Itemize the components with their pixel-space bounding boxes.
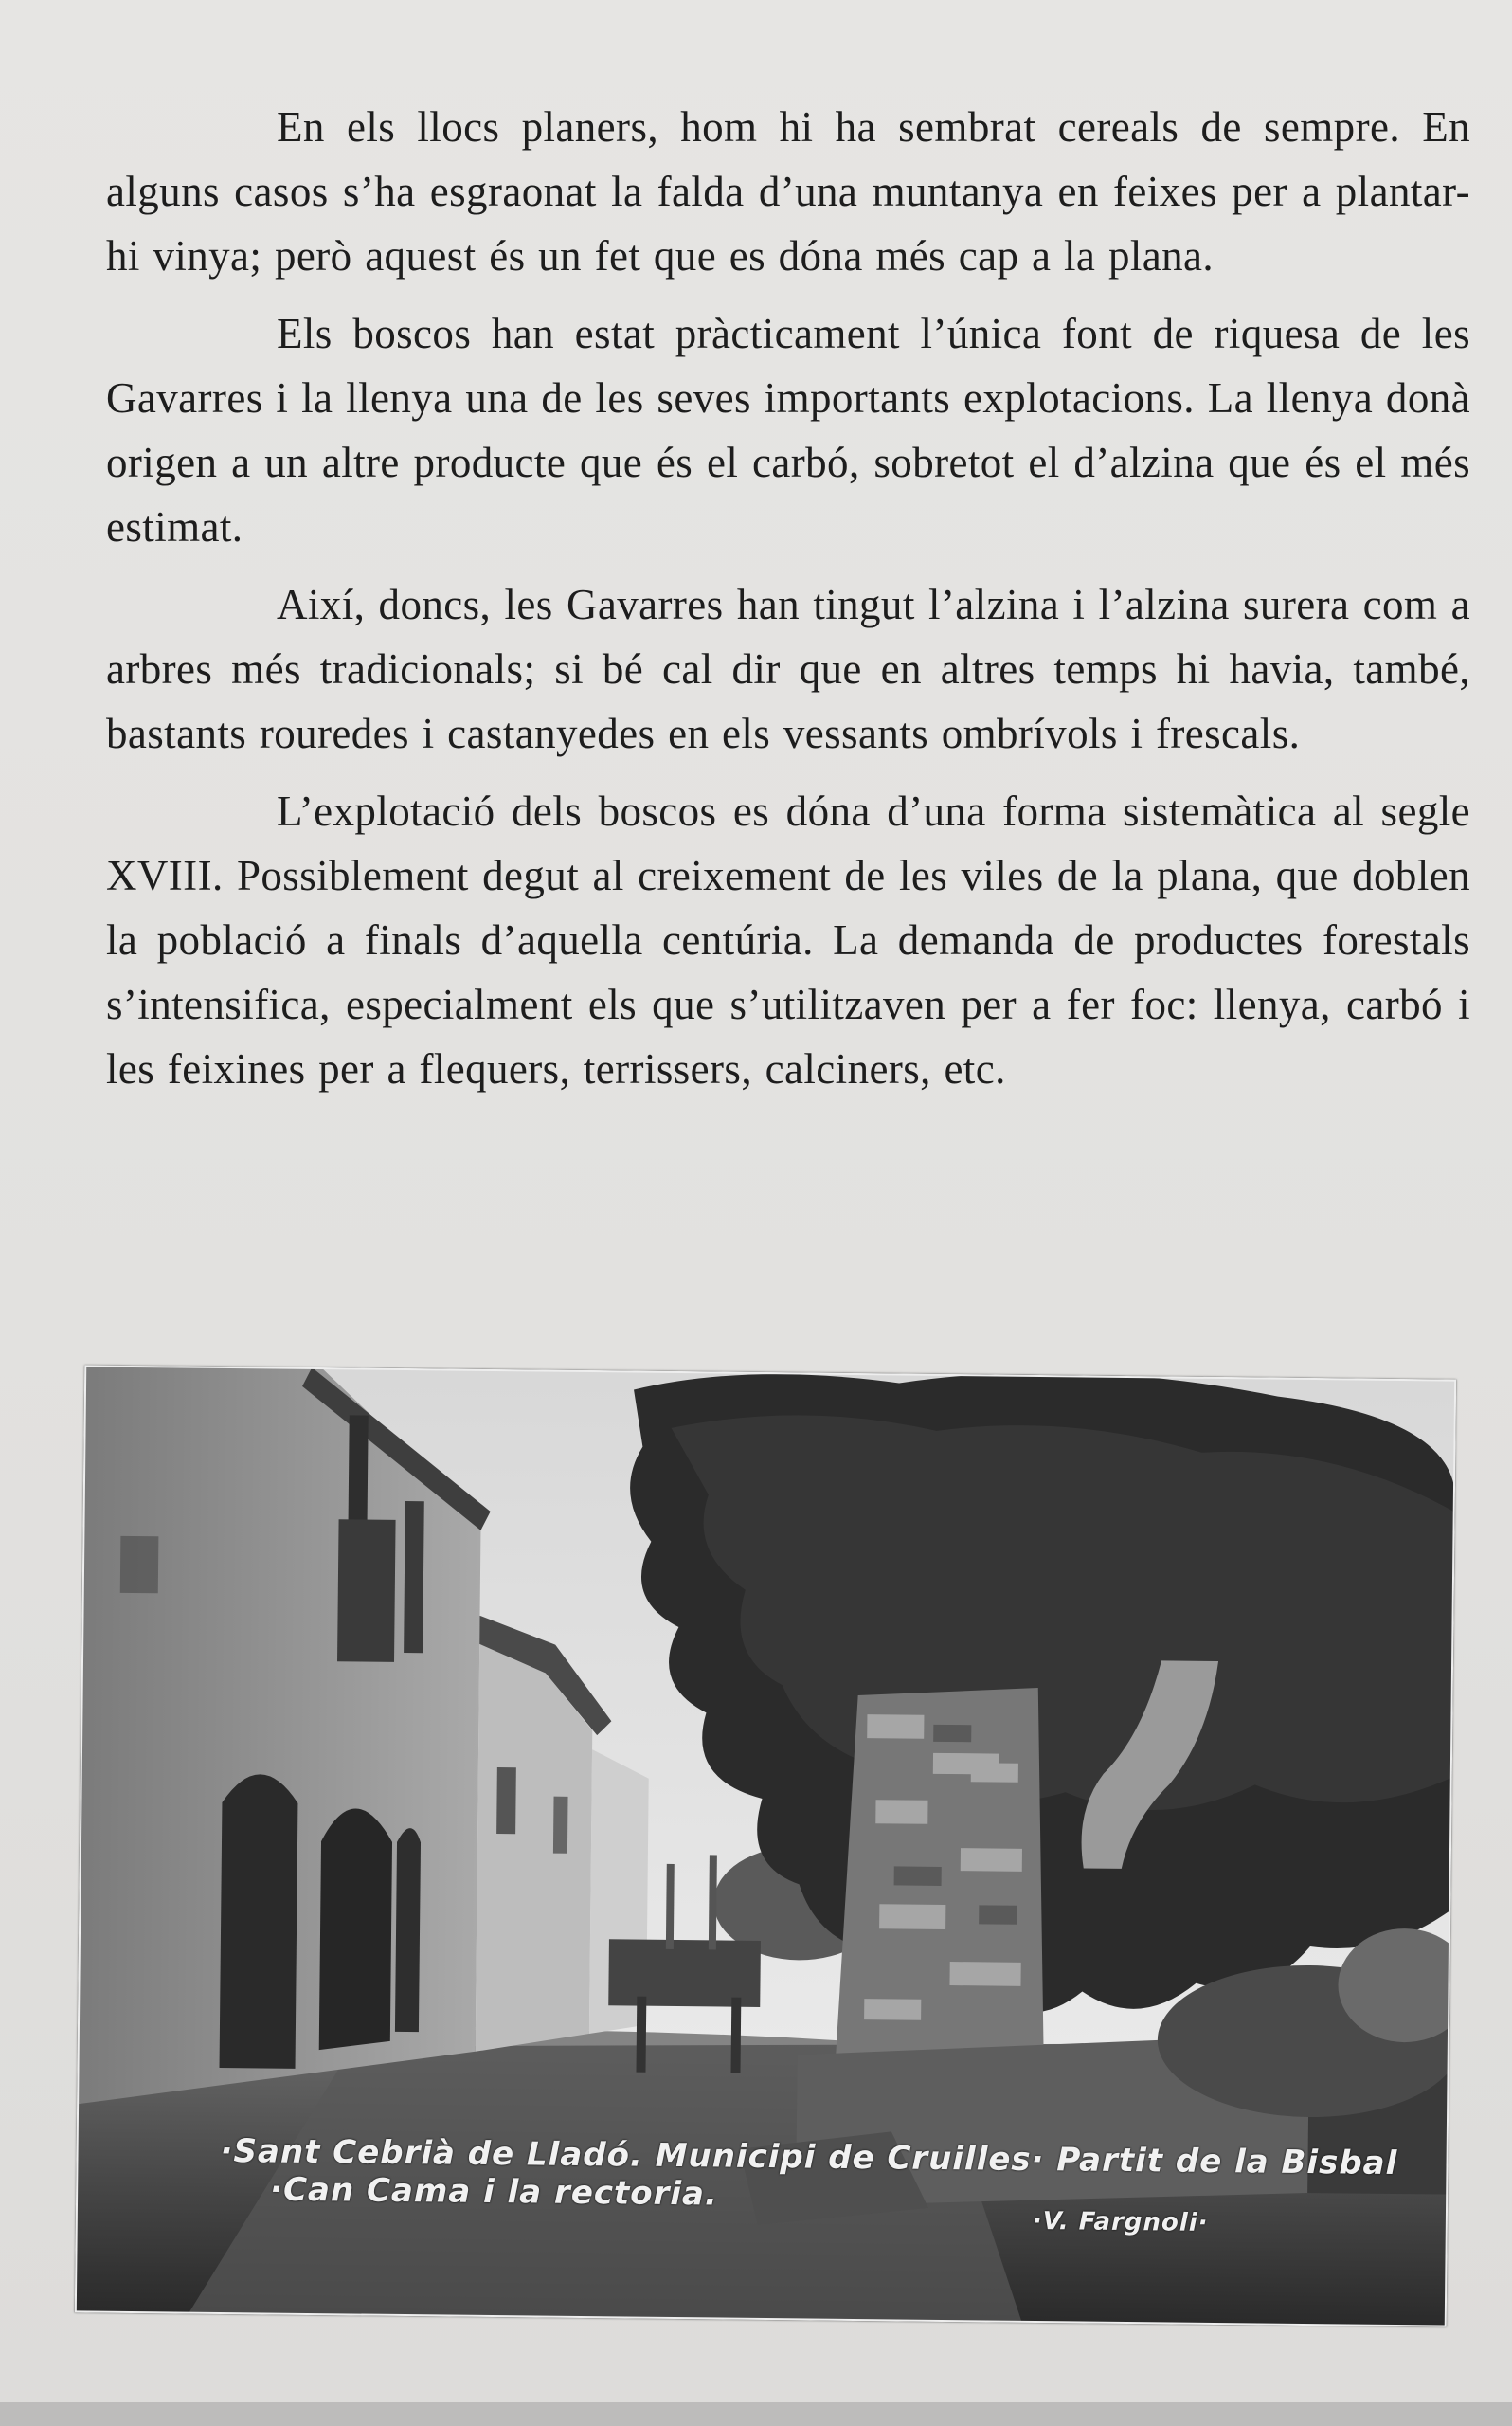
photo-caption-line-2: ·Can Cama i la rectoria.	[269, 2170, 719, 2214]
photo-caption-author: ·V. Fargnoli·	[1032, 2206, 1209, 2237]
body-text	[106, 95, 1470, 1114]
photo-caption-line-1: ·Sant Cebrià de Lladó. Municipi de Cruilles· Partit de la Bisbal	[220, 2131, 1398, 2183]
historic-photograph	[75, 1365, 1456, 2326]
paragraph-1: En els llocs planers, hom hi ha sembrat cereals de sempre. En alguns casos s’ha esgraonat la falda d’una muntanya en feixes per a plantar-hi vinya; però aquest és un fet que es dóna més cap a la plana.	[106, 103, 1470, 280]
paragraph-2: Els boscos han estat pràcticament l’única font de riquesa de les Gavarres i la llenya una de les seves importants explotacions. La llenya donà origen a un altre producte que és el carbó, sobretot el d’alzina que és el més estimat.	[106, 310, 1470, 551]
paragraph-4: L’explotació dels boscos es dóna d’una forma sistemàtica al segle XVIII. Possiblement degut al creixement de les viles de la plana, que doblen la població a finals d’aquella centúria. La demanda de productes forestals s’intensifica, especialment els que s’utilitzaven per a fer foc: llenya, carbó i les feixines per a flequers, terrissers, calciners, etc.	[106, 788, 1470, 1093]
paragraph-3: Així, doncs, les Gavarres han tingut l’alzina i l’alzina surera com a arbres més tradicionals; si bé cal dir que en altres temps hi havia, també, bastants rouredes i castanyedes en els vessants ombrívols i frescals.	[106, 581, 1470, 757]
page-bottom-edge	[0, 2402, 1512, 2426]
